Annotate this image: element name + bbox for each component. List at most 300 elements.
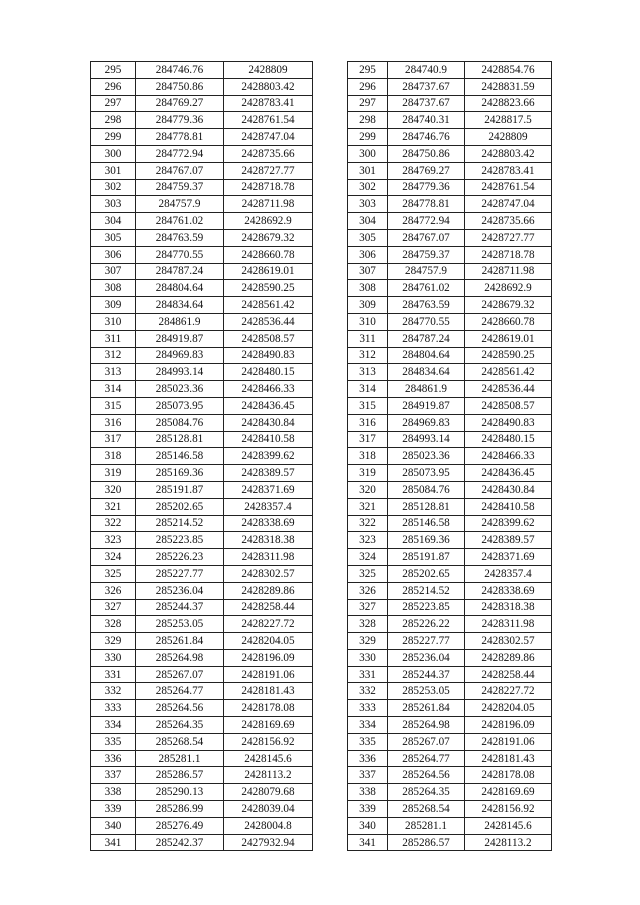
point-number-cell: 297	[91, 95, 136, 112]
point-number-cell: 330	[348, 649, 388, 666]
x-coordinate-cell: 284787.24	[388, 330, 465, 347]
table-row	[348, 565, 552, 582]
y-coordinate-cell: 2428169.69	[224, 717, 313, 734]
table-row	[348, 750, 552, 767]
x-coordinate-cell: 285253.05	[388, 683, 465, 700]
y-coordinate-cell: 2428318.38	[465, 599, 552, 616]
point-number-cell: 313	[91, 364, 136, 381]
x-coordinate-cell: 285264.56	[388, 767, 465, 784]
table-row	[91, 649, 313, 666]
table-row	[91, 129, 313, 146]
point-number-cell: 315	[348, 397, 388, 414]
table-row	[91, 750, 313, 767]
x-coordinate-cell: 284757.9	[388, 263, 465, 280]
x-coordinate-cell: 285191.87	[136, 481, 224, 498]
table-row	[91, 179, 313, 196]
point-number-cell: 340	[348, 817, 388, 834]
y-coordinate-cell: 2428302.57	[224, 565, 313, 582]
y-coordinate-cell: 2428508.57	[224, 330, 313, 347]
y-coordinate-cell: 2428809	[224, 62, 313, 79]
y-coordinate-cell: 2428679.32	[465, 297, 552, 314]
point-number-cell: 336	[91, 750, 136, 767]
x-coordinate-cell: 285227.77	[136, 565, 224, 582]
point-number-cell: 295	[91, 62, 136, 79]
point-number-cell: 311	[91, 330, 136, 347]
table-row	[348, 213, 552, 230]
point-number-cell: 331	[348, 666, 388, 683]
y-coordinate-cell: 2428357.4	[465, 565, 552, 582]
x-coordinate-cell: 284767.07	[136, 162, 224, 179]
y-coordinate-cell: 2428803.42	[465, 145, 552, 162]
y-coordinate-cell: 2428508.57	[465, 397, 552, 414]
point-number-cell: 328	[348, 616, 388, 633]
x-coordinate-cell: 285169.36	[136, 465, 224, 482]
point-number-cell: 315	[91, 397, 136, 414]
table-row	[91, 162, 313, 179]
x-coordinate-cell: 284919.87	[388, 397, 465, 414]
point-number-cell: 317	[348, 431, 388, 448]
point-number-cell: 311	[348, 330, 388, 347]
table-row	[91, 817, 313, 834]
table-row	[91, 414, 313, 431]
point-number-cell: 302	[348, 179, 388, 196]
y-coordinate-cell: 2428747.04	[465, 196, 552, 213]
table-row	[91, 498, 313, 515]
x-coordinate-cell: 284787.24	[136, 263, 224, 280]
point-number-cell: 305	[91, 229, 136, 246]
left-table-body	[91, 62, 313, 851]
table-row	[348, 683, 552, 700]
point-number-cell: 312	[91, 347, 136, 364]
x-coordinate-cell: 285286.99	[136, 801, 224, 818]
y-coordinate-cell: 2428436.45	[224, 397, 313, 414]
point-number-cell: 316	[348, 414, 388, 431]
x-coordinate-cell: 284770.55	[388, 313, 465, 330]
table-row	[91, 145, 313, 162]
y-coordinate-cell: 2428181.43	[224, 683, 313, 700]
y-coordinate-cell: 2428761.54	[224, 112, 313, 129]
table-row	[348, 179, 552, 196]
table-row	[348, 431, 552, 448]
point-number-cell: 320	[91, 481, 136, 498]
y-coordinate-cell: 2428480.15	[465, 431, 552, 448]
x-coordinate-cell: 285276.49	[136, 817, 224, 834]
table-row	[91, 280, 313, 297]
y-coordinate-cell: 2428191.06	[224, 666, 313, 683]
x-coordinate-cell: 284750.86	[388, 145, 465, 162]
point-number-cell: 326	[91, 582, 136, 599]
point-number-cell: 305	[348, 229, 388, 246]
x-coordinate-cell: 285023.36	[388, 448, 465, 465]
point-number-cell: 326	[348, 582, 388, 599]
point-number-cell: 335	[348, 733, 388, 750]
table-row	[348, 297, 552, 314]
table-row	[91, 246, 313, 263]
y-coordinate-cell: 2428590.25	[224, 280, 313, 297]
table-row	[91, 767, 313, 784]
y-coordinate-cell: 2428761.54	[465, 179, 552, 196]
left-coordinate-table	[90, 61, 313, 851]
x-coordinate-cell: 284757.9	[136, 196, 224, 213]
x-coordinate-cell: 285226.22	[388, 616, 465, 633]
x-coordinate-cell: 284778.81	[136, 129, 224, 146]
x-coordinate-cell: 284759.37	[136, 179, 224, 196]
y-coordinate-cell: 2428258.44	[465, 666, 552, 683]
table-row	[348, 330, 552, 347]
x-coordinate-cell: 285242.37	[136, 834, 224, 851]
x-coordinate-cell: 285281.1	[388, 817, 465, 834]
point-number-cell: 307	[348, 263, 388, 280]
table-row	[348, 196, 552, 213]
point-number-cell: 341	[91, 834, 136, 851]
table-row	[348, 381, 552, 398]
x-coordinate-cell: 284919.87	[136, 330, 224, 347]
point-number-cell: 318	[91, 448, 136, 465]
point-number-cell: 329	[91, 633, 136, 650]
y-coordinate-cell: 2428318.38	[224, 532, 313, 549]
point-number-cell: 320	[348, 481, 388, 498]
x-coordinate-cell: 285084.76	[388, 481, 465, 498]
y-coordinate-cell: 2428727.77	[224, 162, 313, 179]
point-number-cell: 304	[91, 213, 136, 230]
y-coordinate-cell: 2428718.78	[465, 246, 552, 263]
point-number-cell: 331	[91, 666, 136, 683]
table-row	[348, 649, 552, 666]
y-coordinate-cell: 2428311.98	[465, 616, 552, 633]
point-number-cell: 302	[91, 179, 136, 196]
y-coordinate-cell: 2428619.01	[224, 263, 313, 280]
y-coordinate-cell: 2428735.66	[224, 145, 313, 162]
right-coordinate-table	[347, 61, 552, 851]
y-coordinate-cell: 2428169.69	[465, 784, 552, 801]
table-row	[348, 62, 552, 79]
x-coordinate-cell: 285264.77	[136, 683, 224, 700]
table-row	[91, 313, 313, 330]
point-number-cell: 307	[91, 263, 136, 280]
x-coordinate-cell: 285202.65	[388, 565, 465, 582]
y-coordinate-cell: 2428536.44	[224, 313, 313, 330]
point-number-cell: 337	[91, 767, 136, 784]
point-number-cell: 338	[91, 784, 136, 801]
x-coordinate-cell: 285267.07	[136, 666, 224, 683]
y-coordinate-cell: 2428338.69	[465, 582, 552, 599]
table-row	[91, 431, 313, 448]
y-coordinate-cell: 2428692.9	[224, 213, 313, 230]
table-row	[348, 733, 552, 750]
point-number-cell: 334	[348, 717, 388, 734]
y-coordinate-cell: 2428803.42	[224, 78, 313, 95]
y-coordinate-cell: 2428466.33	[465, 448, 552, 465]
x-coordinate-cell: 284750.86	[136, 78, 224, 95]
y-coordinate-cell: 2428196.09	[224, 649, 313, 666]
point-number-cell: 319	[348, 465, 388, 482]
x-coordinate-cell: 285267.07	[388, 733, 465, 750]
point-number-cell: 309	[91, 297, 136, 314]
x-coordinate-cell: 285226.23	[136, 549, 224, 566]
point-number-cell: 333	[91, 700, 136, 717]
y-coordinate-cell: 2428289.86	[465, 649, 552, 666]
point-number-cell: 325	[348, 565, 388, 582]
table-row	[91, 582, 313, 599]
point-number-cell: 296	[348, 78, 388, 95]
y-coordinate-cell: 2428371.69	[465, 549, 552, 566]
x-coordinate-cell: 285146.58	[388, 515, 465, 532]
table-row	[91, 297, 313, 314]
x-coordinate-cell: 285264.98	[388, 717, 465, 734]
point-number-cell: 321	[348, 498, 388, 515]
x-coordinate-cell: 285261.84	[388, 700, 465, 717]
right-table-body	[348, 62, 552, 851]
y-coordinate-cell: 2428004.8	[224, 817, 313, 834]
table-row	[348, 448, 552, 465]
point-number-cell: 332	[91, 683, 136, 700]
table-row	[91, 633, 313, 650]
table-row	[348, 498, 552, 515]
y-coordinate-cell: 2428831.59	[465, 78, 552, 95]
x-coordinate-cell: 285244.37	[388, 666, 465, 683]
table-row	[348, 229, 552, 246]
table-row	[348, 162, 552, 179]
x-coordinate-cell: 284759.37	[388, 246, 465, 263]
y-coordinate-cell: 2428692.9	[465, 280, 552, 297]
y-coordinate-cell: 2428783.41	[465, 162, 552, 179]
y-coordinate-cell: 2428204.05	[465, 700, 552, 717]
x-coordinate-cell: 285286.57	[388, 834, 465, 851]
x-coordinate-cell: 285244.37	[136, 599, 224, 616]
x-coordinate-cell: 284993.14	[136, 364, 224, 381]
point-number-cell: 322	[348, 515, 388, 532]
x-coordinate-cell: 285264.35	[388, 784, 465, 801]
point-number-cell: 335	[91, 733, 136, 750]
x-coordinate-cell: 285223.85	[136, 532, 224, 549]
x-coordinate-cell: 285073.95	[136, 397, 224, 414]
table-row	[91, 196, 313, 213]
x-coordinate-cell: 284770.55	[136, 246, 224, 263]
y-coordinate-cell: 2428191.06	[465, 733, 552, 750]
y-coordinate-cell: 2428718.78	[224, 179, 313, 196]
y-coordinate-cell: 2428113.2	[465, 834, 552, 851]
table-row	[348, 78, 552, 95]
table-row	[91, 549, 313, 566]
y-coordinate-cell: 2428399.62	[465, 515, 552, 532]
point-number-cell: 319	[91, 465, 136, 482]
x-coordinate-cell: 285169.36	[388, 532, 465, 549]
x-coordinate-cell: 285223.85	[388, 599, 465, 616]
table-row	[348, 717, 552, 734]
table-row	[91, 733, 313, 750]
y-coordinate-cell: 2428660.78	[465, 313, 552, 330]
table-row	[91, 565, 313, 582]
point-number-cell: 333	[348, 700, 388, 717]
x-coordinate-cell: 284861.9	[136, 313, 224, 330]
y-coordinate-cell: 2428079.68	[224, 784, 313, 801]
point-number-cell: 337	[348, 767, 388, 784]
point-number-cell: 336	[348, 750, 388, 767]
point-number-cell: 324	[91, 549, 136, 566]
table-row	[91, 95, 313, 112]
x-coordinate-cell: 284993.14	[388, 431, 465, 448]
table-row	[91, 784, 313, 801]
point-number-cell: 327	[348, 599, 388, 616]
y-coordinate-cell: 2428389.57	[224, 465, 313, 482]
x-coordinate-cell: 285264.98	[136, 649, 224, 666]
x-coordinate-cell: 284769.27	[388, 162, 465, 179]
x-coordinate-cell: 285023.36	[136, 381, 224, 398]
table-row	[91, 465, 313, 482]
table-row	[91, 263, 313, 280]
x-coordinate-cell: 285264.35	[136, 717, 224, 734]
point-number-cell: 312	[348, 347, 388, 364]
point-number-cell: 330	[91, 649, 136, 666]
point-number-cell: 313	[348, 364, 388, 381]
x-coordinate-cell: 284779.36	[388, 179, 465, 196]
table-row	[91, 532, 313, 549]
point-number-cell: 300	[91, 145, 136, 162]
point-number-cell: 303	[348, 196, 388, 213]
x-coordinate-cell: 285073.95	[388, 465, 465, 482]
table-row	[91, 448, 313, 465]
table-row	[91, 683, 313, 700]
y-coordinate-cell: 2428561.42	[465, 364, 552, 381]
y-coordinate-cell: 2428679.32	[224, 229, 313, 246]
table-row	[348, 633, 552, 650]
point-number-cell: 341	[348, 834, 388, 851]
y-coordinate-cell: 2428178.08	[224, 700, 313, 717]
table-row	[348, 582, 552, 599]
x-coordinate-cell: 285290.13	[136, 784, 224, 801]
y-coordinate-cell: 2428747.04	[224, 129, 313, 146]
y-coordinate-cell: 2428590.25	[465, 347, 552, 364]
x-coordinate-cell: 285146.58	[136, 448, 224, 465]
point-number-cell: 297	[348, 95, 388, 112]
point-number-cell: 318	[348, 448, 388, 465]
point-number-cell: 327	[91, 599, 136, 616]
x-coordinate-cell: 285191.87	[388, 549, 465, 566]
table-row	[91, 717, 313, 734]
y-coordinate-cell: 2428178.08	[465, 767, 552, 784]
table-row	[91, 834, 313, 851]
y-coordinate-cell: 2428480.15	[224, 364, 313, 381]
x-coordinate-cell: 285214.52	[136, 515, 224, 532]
table-row	[348, 532, 552, 549]
x-coordinate-cell: 284834.64	[136, 297, 224, 314]
y-coordinate-cell: 2428436.45	[465, 465, 552, 482]
point-number-cell: 300	[348, 145, 388, 162]
table-row	[348, 397, 552, 414]
table-row	[348, 313, 552, 330]
x-coordinate-cell: 284737.67	[388, 95, 465, 112]
table-row	[348, 616, 552, 633]
point-number-cell: 328	[91, 616, 136, 633]
point-number-cell: 299	[348, 129, 388, 146]
point-number-cell: 314	[348, 381, 388, 398]
y-coordinate-cell: 2428711.98	[465, 263, 552, 280]
point-number-cell: 301	[91, 162, 136, 179]
x-coordinate-cell: 284861.9	[388, 381, 465, 398]
y-coordinate-cell: 2428389.57	[465, 532, 552, 549]
x-coordinate-cell: 285268.54	[388, 801, 465, 818]
table-row	[91, 381, 313, 398]
x-coordinate-cell: 284769.27	[136, 95, 224, 112]
point-number-cell: 324	[348, 549, 388, 566]
point-number-cell: 309	[348, 297, 388, 314]
y-coordinate-cell: 2428783.41	[224, 95, 313, 112]
y-coordinate-cell: 2428302.57	[465, 633, 552, 650]
table-row	[348, 263, 552, 280]
table-row	[348, 599, 552, 616]
point-number-cell: 295	[348, 62, 388, 79]
y-coordinate-cell: 2428809	[465, 129, 552, 146]
x-coordinate-cell: 284763.59	[388, 297, 465, 314]
table-row	[348, 700, 552, 717]
point-number-cell: 322	[91, 515, 136, 532]
y-coordinate-cell: 2428156.92	[465, 801, 552, 818]
point-number-cell: 340	[91, 817, 136, 834]
point-number-cell: 299	[91, 129, 136, 146]
table-row	[348, 549, 552, 566]
y-coordinate-cell: 2428823.66	[465, 95, 552, 112]
table-row	[91, 62, 313, 79]
x-coordinate-cell: 284746.76	[388, 129, 465, 146]
point-number-cell: 332	[348, 683, 388, 700]
y-coordinate-cell: 2428145.6	[465, 817, 552, 834]
x-coordinate-cell: 284767.07	[388, 229, 465, 246]
point-number-cell: 310	[91, 313, 136, 330]
y-coordinate-cell: 2428490.83	[224, 347, 313, 364]
x-coordinate-cell: 284737.67	[388, 78, 465, 95]
y-coordinate-cell: 2428204.05	[224, 633, 313, 650]
y-coordinate-cell: 2428466.33	[224, 381, 313, 398]
y-coordinate-cell: 2428619.01	[465, 330, 552, 347]
x-coordinate-cell: 285128.81	[136, 431, 224, 448]
point-number-cell: 338	[348, 784, 388, 801]
table-row	[348, 364, 552, 381]
y-coordinate-cell: 2427932.94	[224, 834, 313, 851]
y-coordinate-cell: 2428817.5	[465, 112, 552, 129]
table-row	[348, 246, 552, 263]
x-coordinate-cell: 285281.1	[136, 750, 224, 767]
point-number-cell: 329	[348, 633, 388, 650]
y-coordinate-cell: 2428145.6	[224, 750, 313, 767]
table-row	[348, 347, 552, 364]
y-coordinate-cell: 2428711.98	[224, 196, 313, 213]
point-number-cell: 308	[91, 280, 136, 297]
table-row	[91, 364, 313, 381]
point-number-cell: 325	[91, 565, 136, 582]
y-coordinate-cell: 2428371.69	[224, 481, 313, 498]
x-coordinate-cell: 284761.02	[388, 280, 465, 297]
x-coordinate-cell: 284834.64	[388, 364, 465, 381]
x-coordinate-cell: 285128.81	[388, 498, 465, 515]
y-coordinate-cell: 2428227.72	[465, 683, 552, 700]
point-number-cell: 314	[91, 381, 136, 398]
point-number-cell: 303	[91, 196, 136, 213]
point-number-cell: 334	[91, 717, 136, 734]
y-coordinate-cell: 2428854.76	[465, 62, 552, 79]
point-number-cell: 306	[91, 246, 136, 263]
x-coordinate-cell: 284761.02	[136, 213, 224, 230]
x-coordinate-cell: 285253.05	[136, 616, 224, 633]
table-row	[348, 767, 552, 784]
point-number-cell: 323	[348, 532, 388, 549]
table-row	[348, 414, 552, 431]
point-number-cell: 317	[91, 431, 136, 448]
table-row	[91, 78, 313, 95]
x-coordinate-cell: 284969.83	[136, 347, 224, 364]
x-coordinate-cell: 285214.52	[388, 582, 465, 599]
table-row	[348, 465, 552, 482]
x-coordinate-cell: 285268.54	[136, 733, 224, 750]
